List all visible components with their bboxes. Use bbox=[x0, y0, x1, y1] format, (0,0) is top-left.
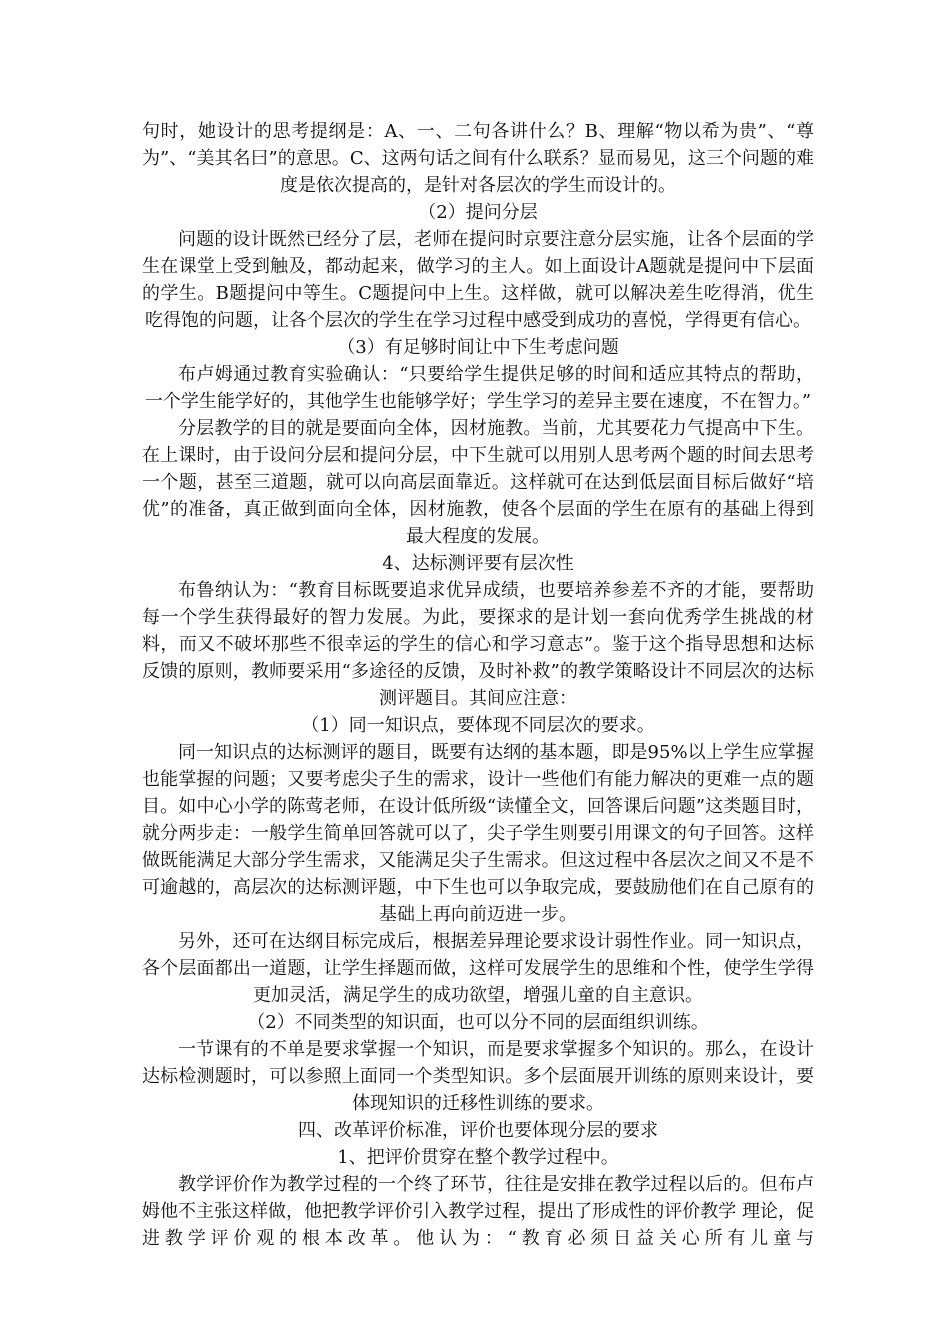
paragraph-5: 布鲁纳认为：“教育目标既要追求优异成绩，也要培养参差不齐的才能，要帮助每一个学生获得最好的智力发展。为此，要探求的是计划一套向优秀学生挑战的材料，而又不破坏那些不很幸运的学生的信心和学习意志”。鉴于这个指导思想和达标反馈的原则，教师要采用“多途径的反馈，及时补救”的教学策略设计不同层次的达标测评题目。其间应注意： bbox=[142, 580, 814, 709]
paragraph-4: 分层教学的目的就是要面向全体，因材施教。当前，尤其要花力气提高中下生。在上课时，由于设问分层和提问分层，中下生就可以用别人思考两个题的时间去思考一个题，甚至三道题，就可以向高层面靠近。这样就可在达到低层面目标后做好“培优”的准备，真正做到面向全体，因材施教，使各个层面的学生在原有的基础上得到最大程度的发展。 bbox=[142, 418, 814, 547]
heading-assessment-levels: 4、达标测评要有层次性 bbox=[382, 553, 574, 574]
paragraph-9: 教学评价作为教学过程的一个终了环节，往往是安排在教学过程以后的。但布卢姆他不主张这样做，他把教学评价引入教学过程，提出了形成性的评价教学 理论，促进教学评价观的根本改革。他认为：“教育必须日益关心所有儿童与 bbox=[142, 1174, 814, 1249]
heading-enough-time: （3）有足够时间让中下生考虑问题 bbox=[337, 337, 619, 358]
heading-different-knowledge-types: （2）不同类型的知识面，也可以分不同的层面组织训练。 bbox=[247, 1012, 709, 1033]
paragraph-1: 句时，她设计的思考提纲是：A、一、二句各讲什么？B、理解“物以希为贵”、“尊为”、“美其名曰”的意思。C、这两句话之间有什么联系？显而易见，这三个问题的难度是依次提高的，是针对各层次的学生而设计的。 bbox=[142, 121, 814, 196]
paragraph-7: 另外，还可在达纲目标完成后，根据差异理论要求设计弱性作业。同一知识点，各个层面都出一道题，让学生择题而做，这样可发展学生的思维和个性，使学生学得更加灵活，满足学生的成功欲望，增强儿童的自主意识。 bbox=[142, 931, 814, 1006]
document-page bbox=[142, 118, 814, 1252]
heading-section-four: 四、改革评价标准，评价也要体现分层的要求 bbox=[298, 1120, 658, 1141]
heading-questioning-layers: （2）提问分层 bbox=[418, 202, 538, 223]
heading-evaluation-throughout: 1、把评价贯穿在整个教学过程中。 bbox=[337, 1147, 619, 1168]
paragraph-8: 一节课有的不单是要求掌握一个知识，而是要求掌握多个知识的。那么，在设计达标检测题时，可以参照上面同一个类型知识。多个层面展开训练的原则来设计，要体现知识的迁移性训练的要求。 bbox=[142, 1039, 814, 1114]
heading-same-knowledge-point: （1）同一知识点，要体现不同层次的要求。 bbox=[301, 715, 655, 736]
paragraph-3: 布卢姆通过教育实验确认：“只要给学生提供足够的时间和适应其特点的帮助，一个学生能学好的，其他学生也能够学好；学生学习的差异主要在速度，不在智力。” bbox=[144, 364, 814, 412]
paragraph-6: 同一知识点的达标测评的题目，既要有达纲的基本题，即是95%以上学生应掌握也能掌握的问题；又要考虑尖子生的需求，设计一些他们有能力解决的更难一点的题目。如中心小学的陈莺老师，在设计低所级“读懂全文，回答课后问题”这类题目时，就分两步走：一般学生简单回答就可以了，尖子学生则要引用课文的句子回答。这样做既能满足大部分学生需求，又能满足尖子生需求。但这过程中各层次之间又不是不可逾越的，高层次的达标测评题，中下生也可以争取完成，要鼓励他们在自己原有的基础上再向前迈进一步。 bbox=[142, 742, 814, 925]
paragraph-2: 问题的设计既然已经分了层，老师在提问时京要注意分层实施，让各个层面的学生在课堂上受到触及，都动起来，做学习的主人。如上面设计A题就是提问中下层面的学生。B题提问中等生。C题提问中上生。这样做，就可以解决差生吃得消，优生吃得饱的问题，让各个层次的学生在学习过程中感受到成功的喜悦，学得更有信心。 bbox=[142, 229, 814, 331]
